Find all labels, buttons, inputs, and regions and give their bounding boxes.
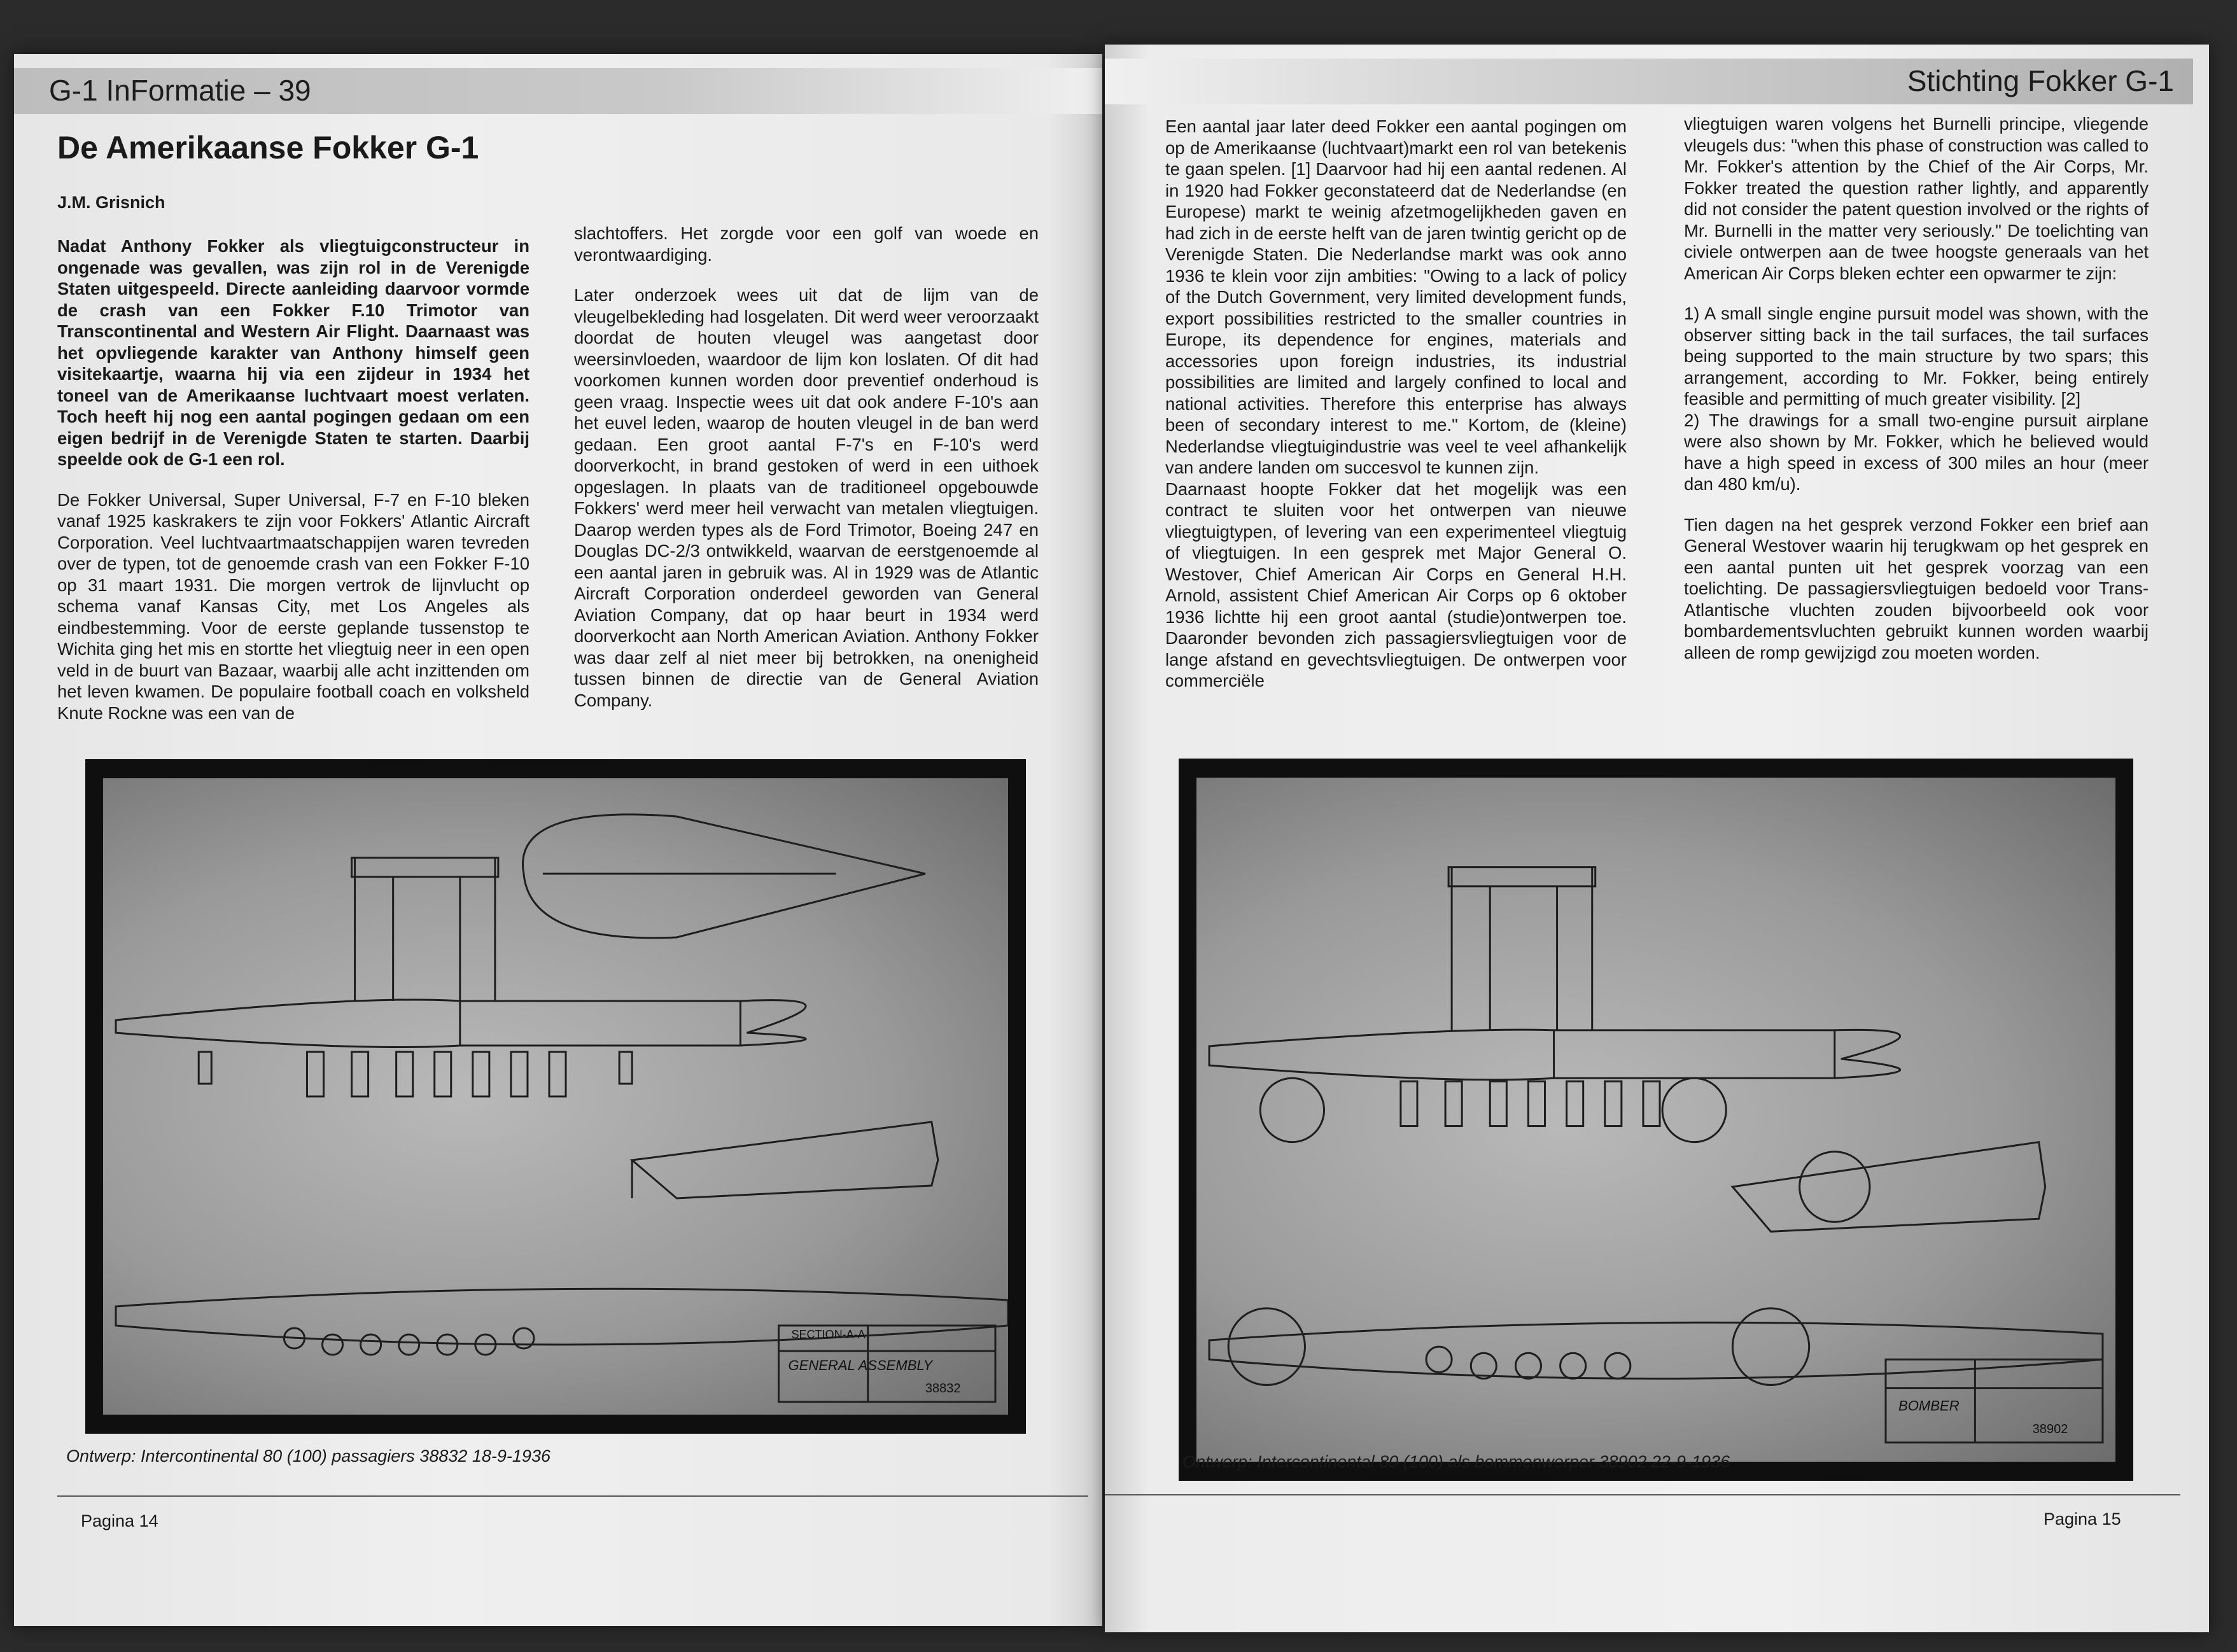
right-header-title: Stichting Fokker G-1 [1907, 64, 2174, 97]
right-figure-caption: Ontwerp: Intercontinental 80 (100) als bommenwerper 38902 22-9-1936 [1182, 1452, 1730, 1471]
side-view-fuselage [1732, 1142, 2045, 1232]
side-view-fuselage [632, 1122, 938, 1198]
tail-stabilizer [1448, 867, 1595, 886]
article-title: De Amerikaanse Fokker G-1 [57, 130, 479, 165]
right-column-1 [1165, 116, 1627, 711]
left-header-bar [14, 68, 1102, 114]
drawing-number: 38832 [925, 1382, 961, 1396]
wing-left-outline [1209, 1030, 1554, 1080]
lower-engine-circles [1228, 1308, 1809, 1385]
left-header-title: G-1 InFormatie – 39 [49, 74, 311, 107]
wing-right-outline [740, 1000, 806, 1046]
footer-rule [57, 1495, 1088, 1497]
left-column-2 [574, 223, 1039, 730]
passenger-aircraft-drawing [103, 778, 1008, 1415]
lower-wing-view [116, 1289, 1008, 1345]
body-paragraph: Daarnaast hoopte Fokker dat het mogelijk was een contract te sluiten voor het ontwerpen van nieuwe vliegtuigtypen, of levering van een experimenteel vliegtuig of vliegtuigen. In een gesprek met Major General O. Westover, Chief American Air Corps en General H.H. Arnold, assistent Chief American Air Corps op 6 oktober 1936 lichtte hij een groot aantal (studie)ontwerpen toe. Daaronder bevonden zich passagiersvliegtuigen voor de lange afstand en gevechtsvliegtuigen. De ontwerpen voor commerciële [1165, 479, 1627, 690]
right-page-number: Pagina 15 [2044, 1509, 2121, 1529]
title-block-text: BOMBER [1898, 1397, 1960, 1414]
body-paragraph: Een aantal jaar later deed Fokker een aantal pogingen om op de Amerikaanse (luchtvaart)markt een rol van betekenis te gaan spelen. [1] Daarvoor had hij een aantal redenen. Al in 1920 had Fokker geconstateerd dat de Nederlandse (en Europese) markt te weinig afzetmogelijkheden gaven en had zich in de eerste helft van de jaren twintig gericht op de Verenigde Staten. Die Nederlandse markt was ook anno 1936 te klein voor zijn ambities: "Owing to a lack of policy of the Dutch Government, very limited development funds, export possibilities restricted to the smaller countries in Europe, its dependence for engines, materials and accessories upon foreign industries, its industrial possibilities are limited and largely confined to local and national activities. Therefore this enterprise has always been of secondary interest to me." Kortom, de (kleine) Nederlandse vliegtuigindustrie was veel te veel afhankelijk van andere landen om succesvol te kunnen zijn. [1165, 116, 1627, 477]
list-item: 2) The drawings for a small two-engine pursuit airplane were also shown by Mr. Fokker, which he believed would have a high speed in excess of 300 miles an hour (meer dan 480 km/u). [1684, 410, 2149, 494]
body-paragraph: De Fokker Universal, Super Universal, F-7 en F-10 bleken vanaf 1925 kaskrakers te zijn voor Fokkers' Atlantic Aircraft Corporation. Veel luchtvaartmaatschappijen waren tevreden over de typen, tot de genoemde crash van een Fokker F-10 op 31 maart 1931. Die morgen vertrok de lijnvlucht op schema vanaf Kansas City, met Los Angeles als eindbestemming. Voor de eerste geplande tussenstop te Wichita ging het mis en stortte het vliegtuig neer in een open veld in de buurt van Bazaar, waarbij alle acht inzittenden om het leven kwamen. De populaire football coach en volksheld Knute Rockne was een van de [57, 489, 529, 723]
fuselage-section-outline [522, 815, 925, 938]
blueprint-bomber-drawing [1196, 778, 2115, 1462]
section-label: SECTION-A-A [791, 1328, 866, 1341]
footer-rule [1105, 1494, 2180, 1495]
left-page [14, 54, 1102, 1626]
body-paragraph: Tien dagen na het gesprek verzond Fokker een brief aan General Westover waarin hij terugkwam op het gesprek en een aantal punten uit het gesprek voorzag van een toelichting. De passagiersvliegtuigen bedoeld voor Trans-Atlantische vluchten zouden bijvoorbeeld ook voor bombardementsvluchten gebruikt kunnen worden waarbij alleen de romp gewijzigd zou moeten worden. [1684, 514, 2149, 662]
blueprint-passenger-figure [85, 759, 1026, 1434]
lower-wing-view [1209, 1322, 2103, 1378]
left-figure-caption: Ontwerp: Intercontinental 80 (100) passagiers 38832 18-9-1936 [66, 1446, 550, 1466]
side-view-propeller [1800, 1152, 1870, 1222]
blueprint-bomber-figure [1179, 759, 2133, 1481]
right-column-2 [1684, 113, 2149, 682]
left-page-number: Pagina 14 [81, 1511, 158, 1530]
title-block-text: GENERAL ASSEMBLY [788, 1357, 933, 1373]
wing-center-outline [460, 1001, 741, 1046]
wing-left-outline [116, 1000, 460, 1047]
drawing-number: 38902 [2032, 1422, 2068, 1436]
engine-pods [199, 1052, 632, 1096]
tail-stabilizer [352, 858, 498, 877]
body-paragraph: vliegtuigen waren volgens het Burnelli principe, vliegende vleugels dus: "when this phase of construction was called to Mr. Fokker's attention by the Chief of the Air Corps, Mr. Fokker treated the question rather lightly, and apparently did not consider the patent question involved or the rights of Mr. Burnelli in the matter very seriously." De toelichting van civiele ontwerpen aan de twee hoogste generaals van het American Air Corps bleken echter een opwarmer te zijn: [1684, 114, 2149, 283]
left-column-1 [57, 235, 529, 743]
body-paragraph: slachtoffers. Het zorgde voor een golf van woede en verontwaardiging. [574, 223, 1039, 265]
list-item: 1) A small single engine pursuit model was shown, with the observer sitting back in the tail surfaces, the tail surfaces being supported to the main structure by two spars; this arrangement, according to Mr. Fokker, being entirely feasible and permitting of much greater visibility. [2] [1684, 304, 2149, 409]
lead-paragraph: Nadat Anthony Fokker als vliegtuigconstructeur in ongenade was gevallen, was zijn rol in de Verenigde Staten uitgespeeld. Directe aanleiding daarvoor vormde de crash van een Fokker F.10 Trimotor van Transcontinental and Western Air Flight. Daarnaast was het opvliegende karakter van Anthony himself geen visitekaartje, waarna hij via een zijdeur in 1934 het toneel van de Amerikaanse luchtvaart moest verlaten. Toch heeft hij nog een aantal pogingen gedaan om een eigen bedrijf in de Verenigde Staten te starten. Daarbij speelde ook de G-1 een rol. [57, 236, 529, 469]
blueprint-passenger-drawing [103, 778, 1008, 1415]
propeller-arcs [1260, 1078, 1726, 1142]
bomber-aircraft-drawing [1196, 778, 2115, 1462]
article-author: J.M. Grisnich [57, 193, 165, 212]
engine-pods [1401, 1081, 1660, 1126]
right-header-bar [1105, 59, 2193, 104]
body-paragraph: Later onderzoek wees uit dat de lijm van de vleugelbekleding had losgelaten. Dit werd weer veroorzaakt doordat de houten vleugel was aangetast door weersinvloeden, waardoor de lijm kon loslaten. Of dit had voorkomen kunnen worden door preventief onderhoud is geen vraag. Inspectie wees uit dat ook andere F-10's aan het euvel leden, waarop de houten vleugel in de ban werd gedaan. Een groot aantal F-7's en F-10's werd doorverkocht, in brand gestoken of werd in een uithoek opgeslagen. In plaats van de traditioneel opgebouwde Fokkers' werd meer heil verwacht van metalen vliegtuigen. Daarop werden types als de Ford Trimotor, Boeing 247 en Douglas DC-2/3 ontwikkeld, waarvan de eerstgenoemde al een aantal jaren in gebruik was. Al in 1929 was de Atlantic Aircraft Corporation onderdeel geworden van General Aviation Company, dat op haar beurt in 1934 werd doorverkocht aan North American Aviation. Anthony Fokker was daar zelf al niet meer bij betrokken, na onenigheid tussen binnen de directie van de General Aviation Company. [574, 285, 1039, 710]
right-page [1105, 45, 2209, 1632]
